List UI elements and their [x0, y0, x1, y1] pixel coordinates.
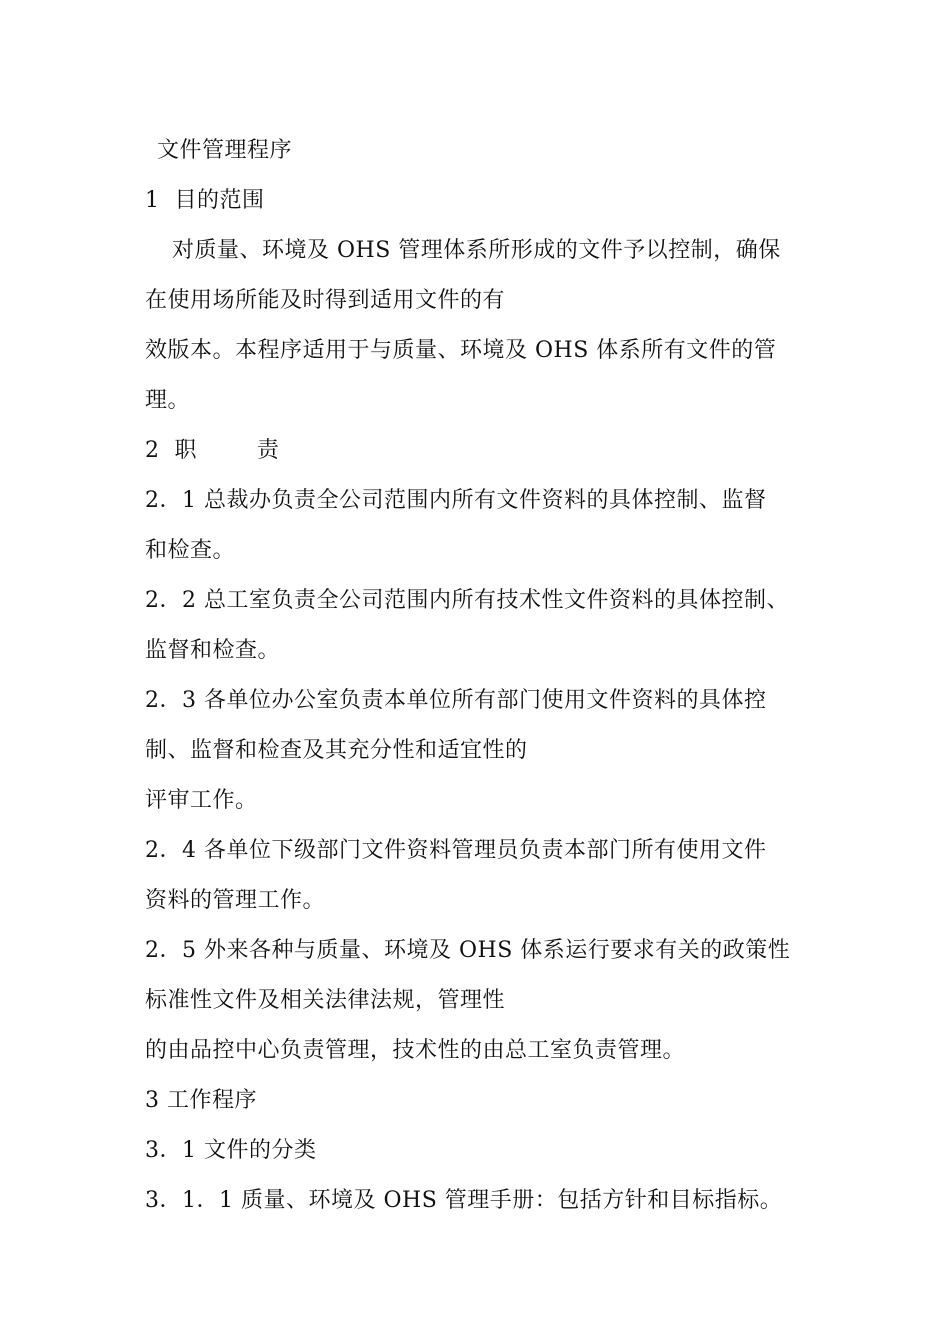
paragraph-line: 在使用场所能及时得到适用文件的有	[145, 288, 506, 313]
paragraph-line: 2．3 各单位办公室负责本单位所有部门使用文件资料的具体控	[145, 688, 767, 713]
paragraph-line: 评审工作。	[145, 788, 258, 813]
paragraph-line: 2．2 总工室负责全公司范围内所有技术性文件资料的具体控制、	[145, 588, 789, 613]
paragraph-line: 2．1 总裁办负责全公司范围内所有文件资料的具体控制、监督	[145, 488, 767, 513]
section-heading: 1 目的范围	[145, 188, 265, 213]
paragraph-line: 2．5 外来各种与质量、环境及 OHS 体系运行要求有关的政策性	[145, 938, 791, 963]
paragraph-line: 理。	[145, 388, 191, 413]
section-heading: 3 工作程序	[145, 1088, 257, 1113]
paragraph-line: 资料的管理工作。	[145, 888, 326, 913]
document-title: 文件管理程序	[157, 138, 293, 163]
paragraph-line: 2．4 各单位下级部门文件资料管理员负责本部门所有使用文件	[145, 838, 767, 863]
subsection-heading: 3．1 文件的分类	[145, 1138, 317, 1163]
paragraph-line: 效版本。本程序适用于与质量、环境及 OHS 体系所有文件的管	[145, 338, 777, 363]
paragraph-line: 3．1．1 质量、环境及 OHS 管理手册：包括方针和目标指标。	[145, 1188, 783, 1213]
paragraph-line: 对质量、环境及 OHS 管理体系所形成的文件予以控制，确保	[172, 238, 781, 263]
paragraph-line: 监督和检查。	[145, 638, 281, 663]
paragraph-line: 的由品控中心负责管理，技术性的由总工室负责管理。	[145, 1038, 686, 1063]
section-heading: 2 职 责	[145, 438, 280, 463]
paragraph-line: 和检查。	[145, 538, 236, 563]
paragraph-line: 制、监督和检查及其充分性和适宜性的	[145, 738, 528, 763]
paragraph-line: 标准性文件及相关法律法规，管理性	[145, 988, 506, 1013]
